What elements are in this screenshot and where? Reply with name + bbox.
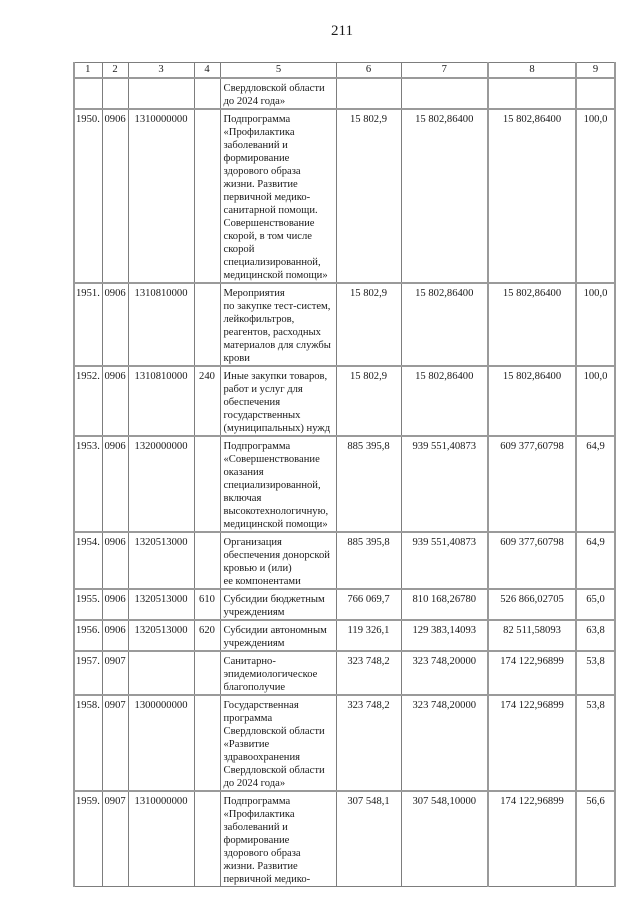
item-name: Санитарно- эпидемиологическое благополучие xyxy=(220,651,336,695)
item-name: Субсидии бюджетным учреждениям xyxy=(220,589,336,620)
row-number: 1953. xyxy=(74,436,102,532)
approved-amount: 766 069,7 xyxy=(336,589,401,620)
row-number xyxy=(74,78,102,109)
executed-amount: 174 122,96899 xyxy=(488,651,576,695)
expense-type-code xyxy=(194,532,220,589)
refined-amount: 323 748,20000 xyxy=(401,651,488,695)
table-row xyxy=(74,109,615,283)
refined-amount: 323 748,20000 xyxy=(401,695,488,791)
target-article-code xyxy=(128,78,194,109)
row-number: 1952. xyxy=(74,366,102,436)
page-number: 211 xyxy=(331,23,353,39)
expense-type-code xyxy=(194,651,220,695)
section-code: 0906 xyxy=(102,532,128,589)
execution-percent: 53,8 xyxy=(576,651,615,695)
section-code: 0906 xyxy=(102,620,128,651)
approved-amount: 15 802,9 xyxy=(336,366,401,436)
table-row xyxy=(74,283,615,366)
refined-amount: 15 802,86400 xyxy=(401,283,488,366)
execution-percent: 64,9 xyxy=(576,532,615,589)
item-name: Организация обеспечения донорской кровью и (или) ее компонентами xyxy=(220,532,336,589)
item-name: Свердловской области до 2024 года» xyxy=(220,78,336,109)
row-number: 1958. xyxy=(74,695,102,791)
execution-percent: 100,0 xyxy=(576,109,615,283)
section-code: 0906 xyxy=(102,366,128,436)
refined-amount: 939 551,40873 xyxy=(401,532,488,589)
table-row xyxy=(74,78,615,109)
row-number: 1959. xyxy=(74,791,102,887)
section-code: 0906 xyxy=(102,109,128,283)
item-name: Подпрограмма «Профилактика заболеваний и формирование здорового образа жизни. Развитие первичной медико- xyxy=(220,791,336,887)
table-body xyxy=(74,63,615,887)
approved-amount: 15 802,9 xyxy=(336,109,401,283)
executed-amount xyxy=(488,78,576,109)
target-article-code: 1320513000 xyxy=(128,532,194,589)
refined-amount: 15 802,86400 xyxy=(401,366,488,436)
section-code: 0906 xyxy=(102,283,128,366)
row-number: 1957. xyxy=(74,651,102,695)
executed-amount: 15 802,86400 xyxy=(488,283,576,366)
target-article-code: 1320513000 xyxy=(128,589,194,620)
item-name: Подпрограмма «Профилактика заболеваний и формирование здорового образа жизни. Развитие первичной медико- санитарной помощи. Совершенствование скорой, в том числе скорой специализированной, медицинской помощи» xyxy=(220,109,336,283)
expense-type-code xyxy=(194,791,220,887)
execution-percent: 53,8 xyxy=(576,695,615,791)
column-header: 7 xyxy=(401,63,488,78)
execution-percent: 65,0 xyxy=(576,589,615,620)
expense-type-code xyxy=(194,109,220,283)
executed-amount: 174 122,96899 xyxy=(488,791,576,887)
section-code: 0906 xyxy=(102,436,128,532)
executed-amount: 526 866,02705 xyxy=(488,589,576,620)
budget-table xyxy=(73,62,616,887)
table-header-row xyxy=(74,63,615,78)
row-number: 1955. xyxy=(74,589,102,620)
target-article-code: 1310810000 xyxy=(128,283,194,366)
expense-type-code xyxy=(194,695,220,791)
table-row xyxy=(74,695,615,791)
section-code: 0906 xyxy=(102,589,128,620)
execution-percent xyxy=(576,78,615,109)
column-header: 2 xyxy=(102,63,128,78)
table-row xyxy=(74,651,615,695)
expense-type-code xyxy=(194,436,220,532)
approved-amount: 885 395,8 xyxy=(336,436,401,532)
refined-amount xyxy=(401,78,488,109)
column-header: 1 xyxy=(74,63,102,78)
section-code xyxy=(102,78,128,109)
row-number: 1951. xyxy=(74,283,102,366)
approved-amount xyxy=(336,78,401,109)
column-header: 4 xyxy=(194,63,220,78)
target-article-code xyxy=(128,651,194,695)
item-name: Иные закупки товаров, работ и услуг для обеспечения государственных (муниципальных) нужд xyxy=(220,366,336,436)
item-name: Подпрограмма «Совершенствование оказания специализированной, включая высокотехнологичную, медицинской помощи» xyxy=(220,436,336,532)
executed-amount: 609 377,60798 xyxy=(488,436,576,532)
approved-amount: 323 748,2 xyxy=(336,695,401,791)
table-row xyxy=(74,366,615,436)
item-name: Мероприятия по закупке тест-систем, лейкофильтров, реагентов, расходных материалов для службы крови xyxy=(220,283,336,366)
table-row xyxy=(74,532,615,589)
executed-amount: 15 802,86400 xyxy=(488,366,576,436)
expense-type-code: 620 xyxy=(194,620,220,651)
expense-type-code: 240 xyxy=(194,366,220,436)
approved-amount: 323 748,2 xyxy=(336,651,401,695)
section-code: 0907 xyxy=(102,791,128,887)
refined-amount: 129 383,14093 xyxy=(401,620,488,651)
item-name: Государственная программа Свердловской области «Развитие здравоохранения Свердловской области до 2024 года» xyxy=(220,695,336,791)
section-code: 0907 xyxy=(102,651,128,695)
execution-percent: 56,6 xyxy=(576,791,615,887)
approved-amount: 15 802,9 xyxy=(336,283,401,366)
row-number: 1956. xyxy=(74,620,102,651)
target-article-code: 1320000000 xyxy=(128,436,194,532)
executed-amount: 82 511,58093 xyxy=(488,620,576,651)
target-article-code: 1310000000 xyxy=(128,791,194,887)
execution-percent: 63,8 xyxy=(576,620,615,651)
target-article-code: 1310810000 xyxy=(128,366,194,436)
approved-amount: 885 395,8 xyxy=(336,532,401,589)
expense-type-code xyxy=(194,78,220,109)
refined-amount: 810 168,26780 xyxy=(401,589,488,620)
executed-amount: 174 122,96899 xyxy=(488,695,576,791)
refined-amount: 307 548,10000 xyxy=(401,791,488,887)
table-row xyxy=(74,791,615,887)
execution-percent: 64,9 xyxy=(576,436,615,532)
section-code: 0907 xyxy=(102,695,128,791)
column-header: 8 xyxy=(488,63,576,78)
target-article-code: 1320513000 xyxy=(128,620,194,651)
expense-type-code xyxy=(194,283,220,366)
refined-amount: 15 802,86400 xyxy=(401,109,488,283)
item-name: Субсидии автономным учреждениям xyxy=(220,620,336,651)
executed-amount: 609 377,60798 xyxy=(488,532,576,589)
row-number: 1950. xyxy=(74,109,102,283)
column-header: 3 xyxy=(128,63,194,78)
row-number: 1954. xyxy=(74,532,102,589)
execution-percent: 100,0 xyxy=(576,283,615,366)
column-header: 6 xyxy=(336,63,401,78)
table-row xyxy=(74,620,615,651)
execution-percent: 100,0 xyxy=(576,366,615,436)
target-article-code: 1310000000 xyxy=(128,109,194,283)
approved-amount: 307 548,1 xyxy=(336,791,401,887)
executed-amount: 15 802,86400 xyxy=(488,109,576,283)
expense-type-code: 610 xyxy=(194,589,220,620)
table-row xyxy=(74,589,615,620)
target-article-code: 1300000000 xyxy=(128,695,194,791)
approved-amount: 119 326,1 xyxy=(336,620,401,651)
column-header: 9 xyxy=(576,63,615,78)
column-header: 5 xyxy=(220,63,336,78)
refined-amount: 939 551,40873 xyxy=(401,436,488,532)
table-row xyxy=(74,436,615,532)
